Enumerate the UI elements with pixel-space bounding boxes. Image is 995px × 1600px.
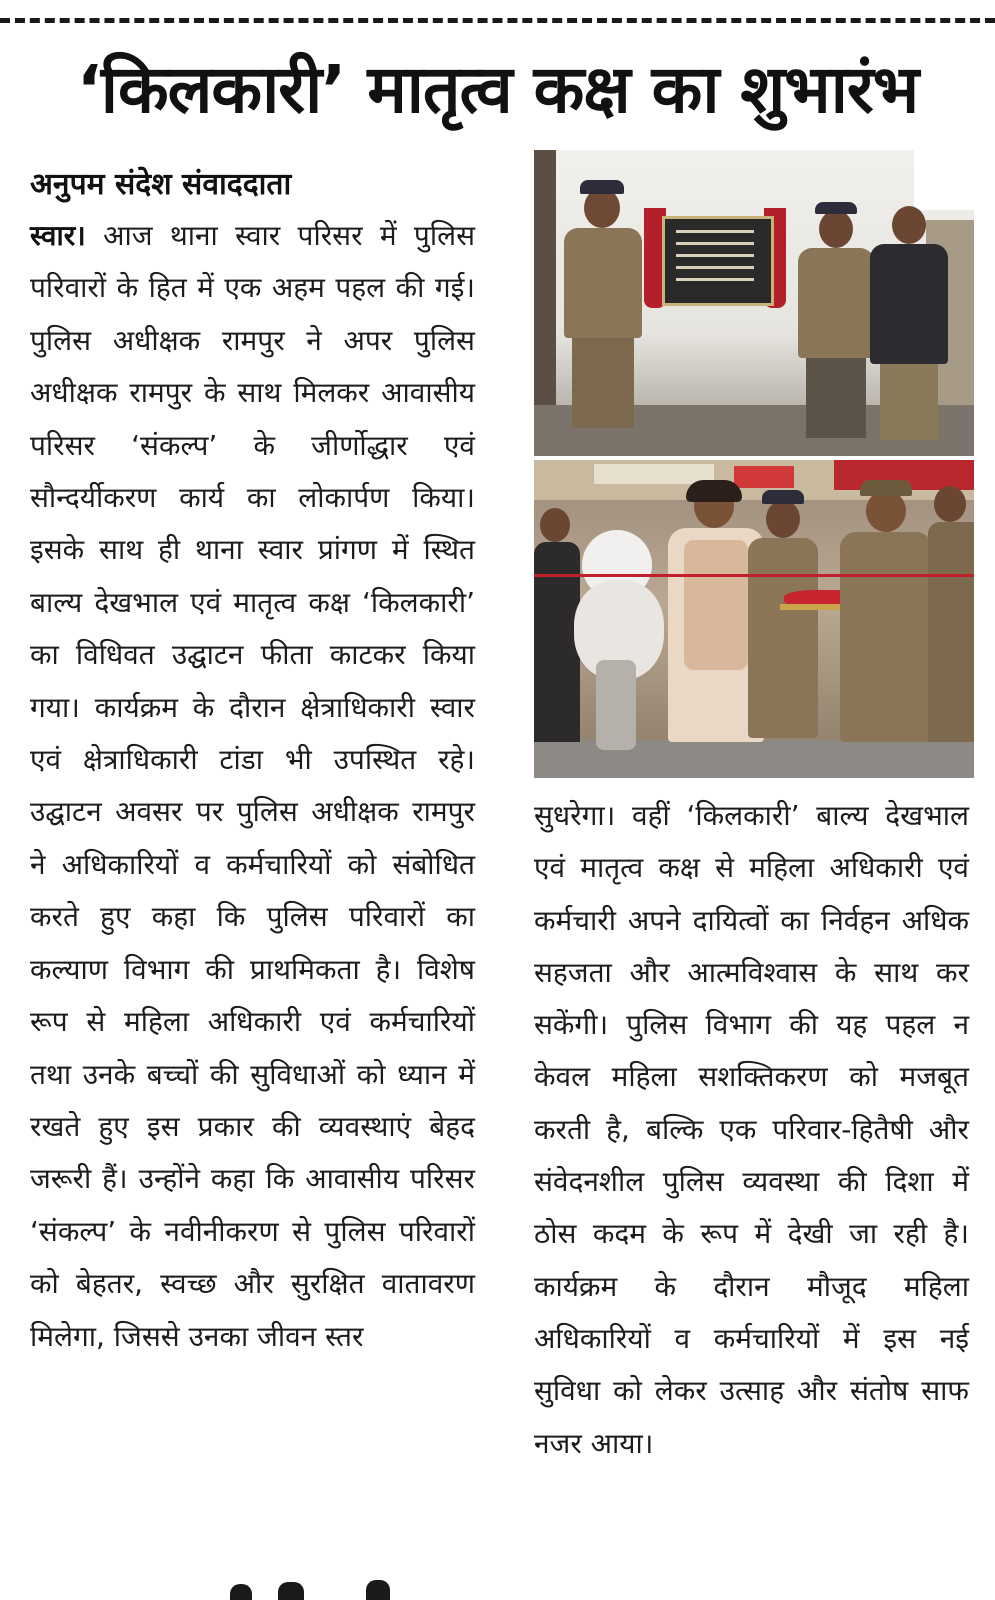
top-dashed-border [0, 18, 995, 23]
photo-plaque-unveiling [534, 150, 974, 456]
byline: अनुपम संदेश संवाददाता [30, 167, 292, 202]
next-headline-fragment [220, 1578, 420, 1600]
photo-ribbon-cutting [534, 460, 974, 778]
right-column-body: सुधरेगा। वहीं ‘किलकारी’ बाल्य देखभाल एवं मातृत्व कक्ष से महिला अधिकारी एवं कर्मचारी अपने दायित्वों का निर्वहन अधिक सहजता और आत्मविश्वास के साथ कर सकेंगी। पुलिस विभाग की यह पहल न केवल महिला सशक्तिकरण को मजबूत करती है, बल्कि एक परिवार-हितैषी और संवेदनशील पुलिस व्यवस्था की दिशा में ठोस कदम के रूप में देखी जा रही है। कार्यक्रम के दौरान मौजूद महिला अधिकारियों व कर्मचारियों में इस नई सुविधा को लेकर उत्साह और संतोष साफ नजर आया। [534, 799, 969, 1460]
left-column-body [30, 210, 475, 1363]
dateline: स्वार। [30, 219, 86, 252]
headline: ‘किलकारी’ मातृत्व कक्ष का शुभारंभ [76, 51, 919, 128]
left-column [30, 160, 475, 1363]
right-column [534, 790, 969, 1470]
left-body-text: आज थाना स्वार परिसर में पुलिस परिवारों के हित में एक अहम पहल की गई। पुलिस अधीक्षक रामपुर ने अपर पुलिस अधीक्षक रामपुर के साथ मिलकर आवासीय परिसर ‘संकल्प’ के जीर्णोद्धार एवं सौन्दर्यीकरण कार्य का लोकार्पण किया। इसके साथ ही थाना स्वार प्रांगण में स्थित बाल्य देखभाल एवं मातृत्व कक्ष ‘किलकारी’ का विधिवत उद्घाटन फीता काटकर किया गया। कार्यक्रम के दौरान क्षेत्राधिकारी स्वार एवं क्षेत्राधिकारी टांडा भी उपस्थित रहे। उद्घाटन अवसर पर पुलिस अधीक्षक रामपुर ने अधिकारियों व कर्मचारियों को संबोधित करते हुए कहा कि पुलिस परिवारों का कल्याण विभाग की प्राथमिकता है। विशेष रूप से महिला अधिकारी एवं कर्मचारियों तथा उनके बच्चों की सुविधाओं को ध्यान में रखते हुए इस प्रकार की व्यवस्थाएं बेहद जरूरी हैं। उन्होंने कहा कि आवासीय परिसर ‘संकल्प’ के नवीनीकरण से पुलिस परिवारों को बेहतर, स्वच्छ और सुरक्षित वातावरण मिलेगा, जिससे उनका जीवन स्तर [30, 219, 475, 1353]
